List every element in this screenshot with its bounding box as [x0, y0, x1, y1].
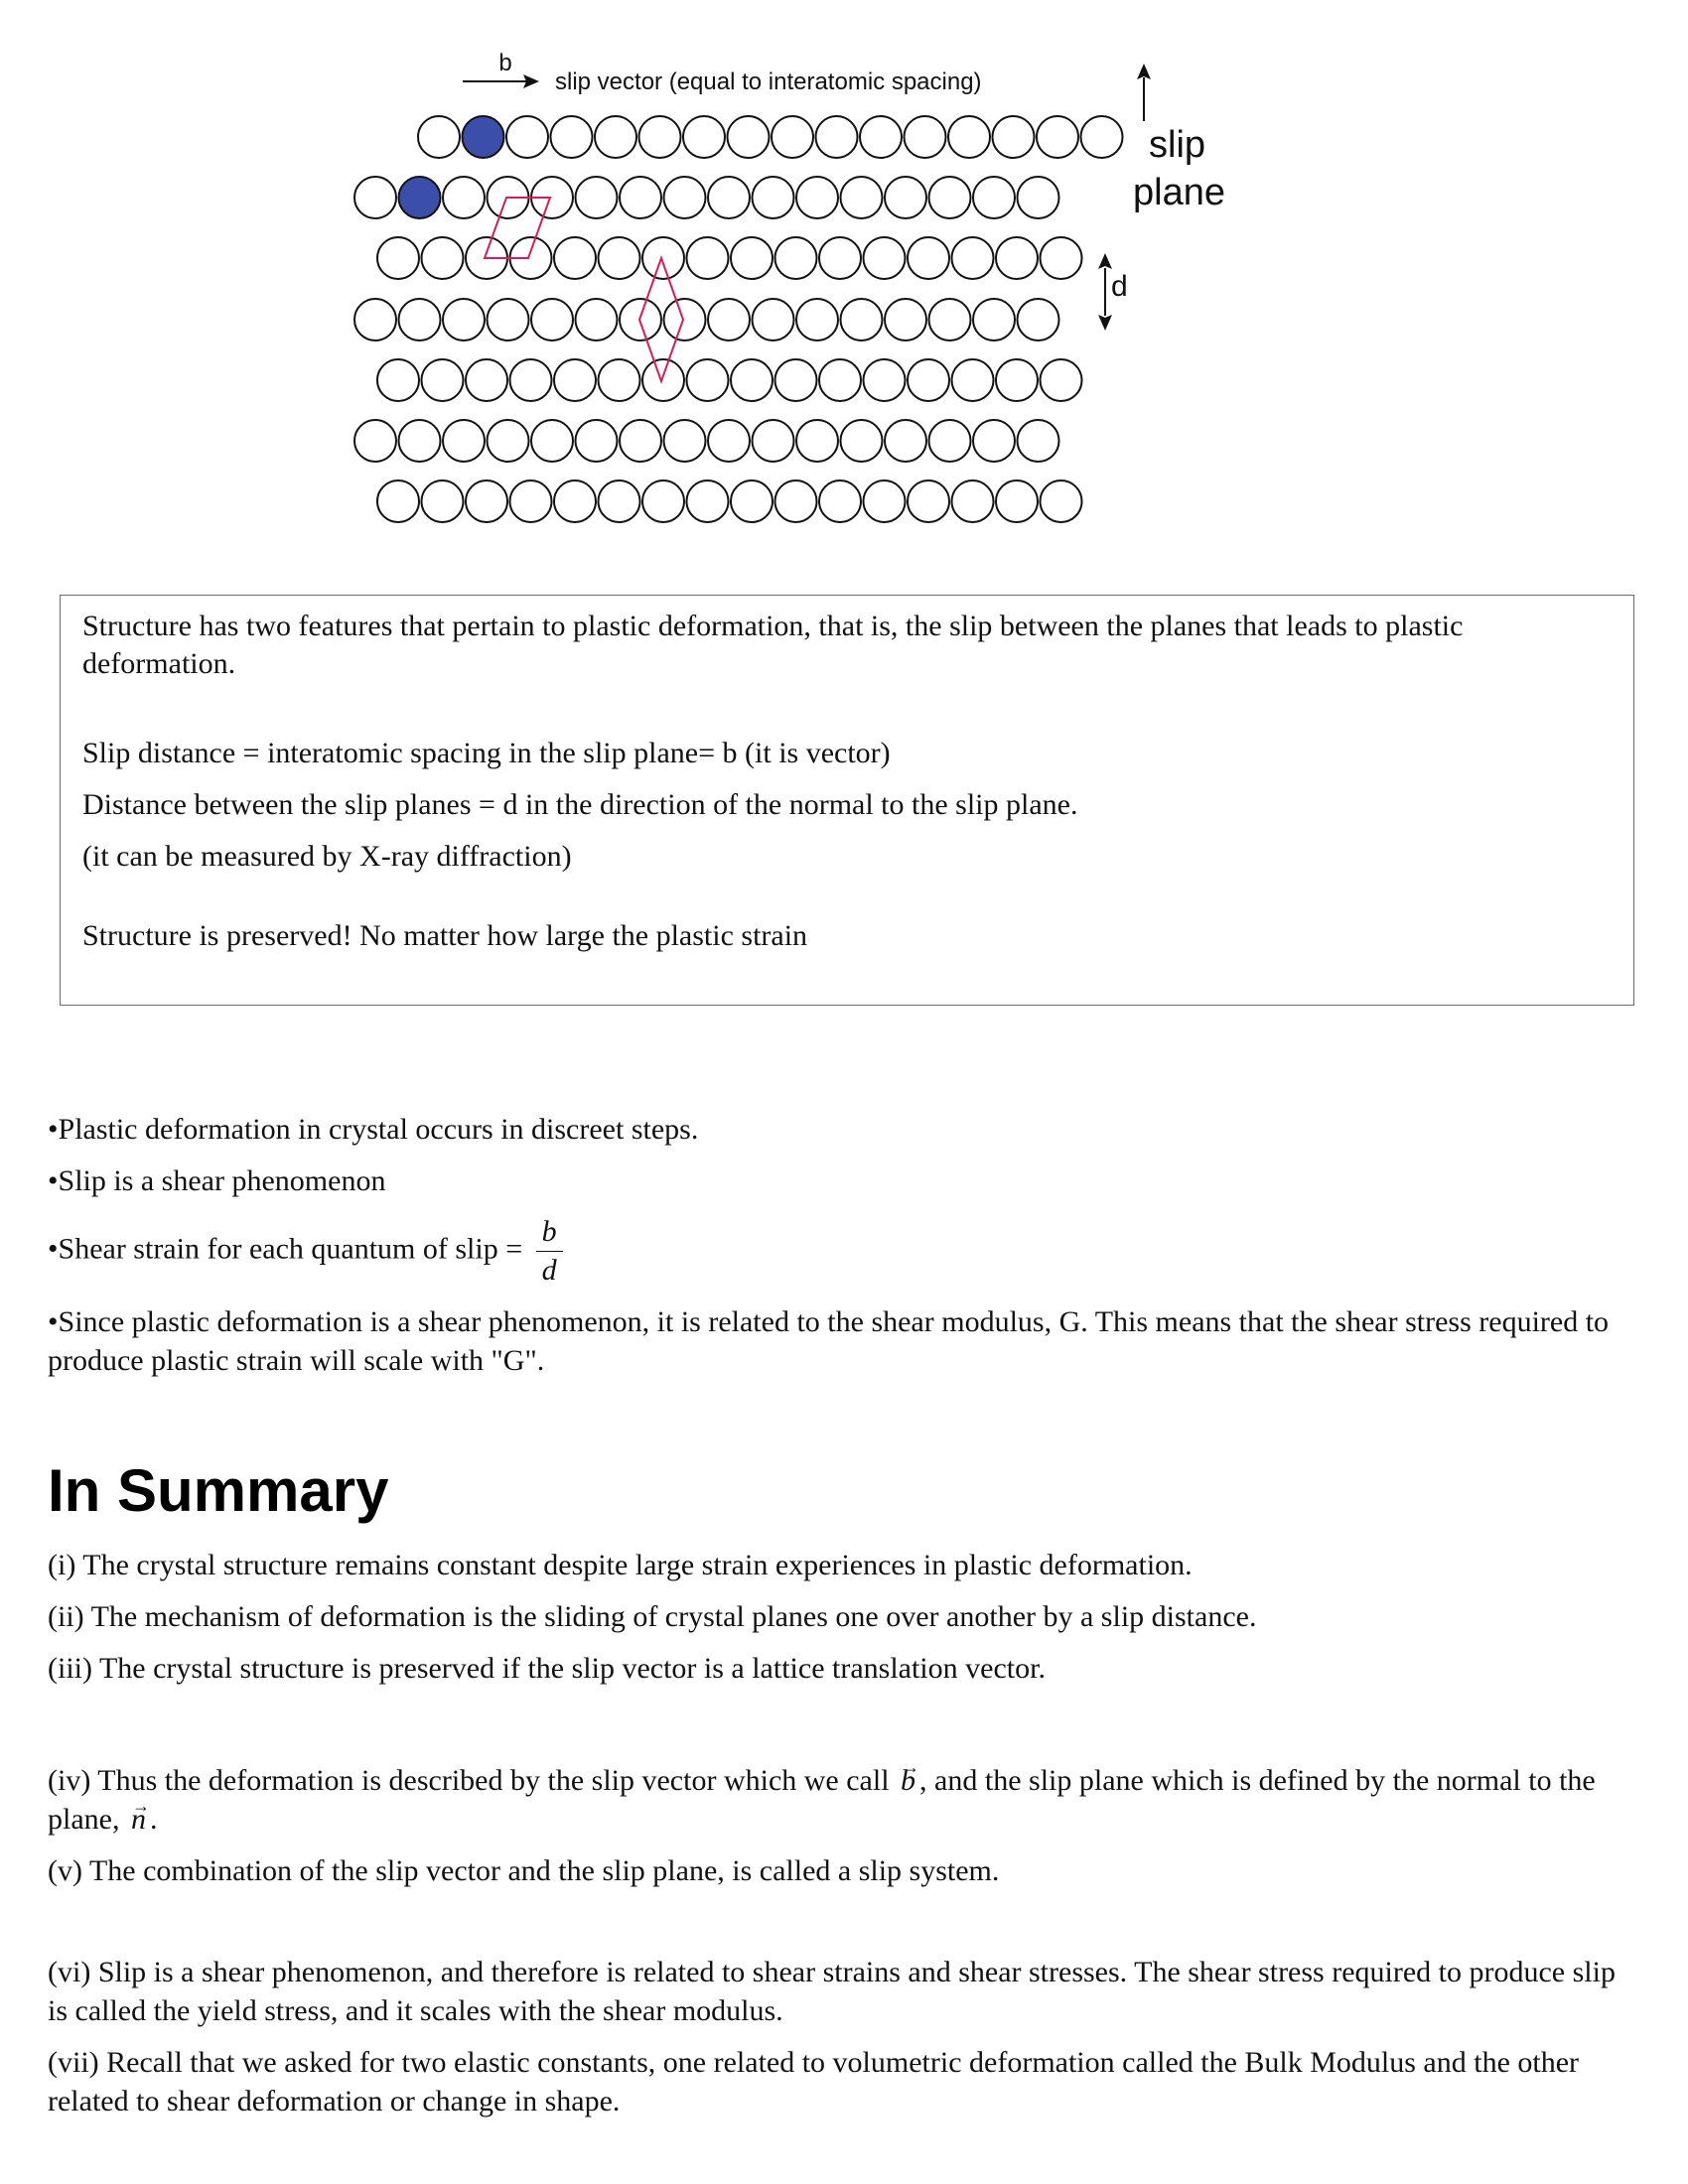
atom: [929, 299, 971, 341]
atom: [576, 177, 618, 218]
atom: [422, 480, 464, 522]
atom: [443, 177, 485, 218]
atom: [819, 237, 861, 279]
atom-lattice: [354, 116, 1123, 522]
info-box: [60, 595, 1634, 1006]
summary-item-iii: (iii) The crystal structure is preserved if the slip vector is a lattice translation vector.: [48, 1652, 1046, 1685]
atom: [908, 359, 949, 401]
atom: [639, 116, 681, 158]
atom: [864, 237, 906, 279]
atom: [488, 420, 529, 462]
info-line-1: Structure has two features that pertain to plastic deformation, that is, the slip between the planes that leads to plastic deformation.: [82, 610, 1464, 680]
atom: [554, 480, 596, 522]
atom: [664, 420, 706, 462]
atom: [488, 299, 529, 341]
atom: [948, 116, 990, 158]
atom: [753, 299, 794, 341]
summary-iv-text-a: (iv) Thus the deformation is described by the slip vector which we call: [48, 1764, 890, 1797]
atom: [819, 480, 861, 522]
atom: [510, 359, 552, 401]
atom: [708, 299, 750, 341]
summary-item-v: (v) The combination of the slip vector and the slip plane, is called a slip system.: [48, 1854, 1000, 1887]
atom: [708, 177, 750, 218]
atom: [796, 299, 838, 341]
atom: [642, 480, 684, 522]
atom: [731, 480, 773, 522]
b-over-d-fraction: [536, 1213, 563, 1290]
summary-item-vii: (vii) Recall that we asked for two elastic constants, one related to volumetric deformation called the Bulk Modulus and the other related to shear deformation or change in shape.: [48, 2046, 1580, 2117]
info-line-3: Distance between the slip planes = d in the direction of the normal to the slip plane.: [82, 788, 1078, 821]
atom: [996, 480, 1038, 522]
atom: [1041, 480, 1082, 522]
atom: [422, 359, 464, 401]
atom: [929, 420, 971, 462]
atom: [531, 299, 573, 341]
atom: [551, 116, 593, 158]
atom: [531, 420, 573, 462]
summary-block-1: [48, 1546, 1636, 1701]
summary-item-ii: (ii) The mechanism of deformation is the sliding of crystal planes one over another by a slip distance.: [48, 1600, 1257, 1633]
n-vector-symbol: → n: [127, 1803, 150, 1836]
atom: [599, 480, 640, 522]
marked-atom: [463, 116, 504, 158]
summary-item-vi: (vi) Slip is a shear phenomenon, and therefore is related to shear strains and shear stresses. The shear stress required to produce slip is called the yield stress, and it scales with the shear modulus.: [48, 1956, 1616, 2027]
slip-plane-arrow-head: [1137, 64, 1151, 79]
atom: [1081, 116, 1123, 158]
atom: [708, 420, 750, 462]
slip-vector-caption: slip vector (equal to interatomic spacing): [555, 68, 982, 95]
atom: [885, 420, 926, 462]
atom: [554, 237, 596, 279]
atom: [952, 359, 994, 401]
atom: [642, 359, 684, 401]
atom: [506, 116, 548, 158]
info-line-5: Structure is preserved! No matter how large the plastic strain: [82, 919, 808, 952]
atom: [993, 116, 1035, 158]
atom: [354, 420, 396, 462]
atom: [576, 420, 618, 462]
atom: [816, 116, 858, 158]
fraction-denominator: d: [541, 1254, 557, 1287]
atom: [642, 237, 684, 279]
summary-block-3: [48, 1953, 1636, 2133]
atom: [599, 359, 640, 401]
atom: [1041, 359, 1082, 401]
summary-block-2: [48, 1761, 1636, 1903]
atom: [399, 420, 441, 462]
atom: [576, 299, 618, 341]
atom: [885, 177, 926, 218]
atom: [841, 299, 883, 341]
atom: [841, 420, 883, 462]
atom: [775, 237, 817, 279]
atom: [841, 177, 883, 218]
atom: [418, 116, 460, 158]
atom: [775, 480, 817, 522]
atom: [908, 237, 949, 279]
atom: [860, 116, 902, 158]
atom: [422, 237, 464, 279]
atom: [466, 359, 507, 401]
summary-item-iv: [48, 1761, 1636, 1839]
atom: [753, 420, 794, 462]
atom: [687, 480, 729, 522]
atom: [952, 480, 994, 522]
atom: [664, 299, 706, 341]
bullet-discreet-steps: •Plastic deformation in crystal occurs in discreet steps.: [48, 1113, 699, 1146]
slip-plane-label-line2: plane: [1133, 172, 1225, 213]
info-line-4: (it can be measured by X-ray diffraction): [82, 840, 572, 873]
summary-iv-text-d: .: [149, 1803, 158, 1836]
atom: [1018, 177, 1059, 218]
atom: [1018, 299, 1059, 341]
atom: [554, 359, 596, 401]
bullet-shear-modulus: •Since plastic deformation is a shear phenomenon, it is related to the shear modulus, G. This means that the shear stress required to produce plastic strain will scale with "G".: [48, 1305, 1610, 1377]
atom: [377, 237, 419, 279]
atom: [973, 299, 1015, 341]
atom: [399, 299, 441, 341]
atom: [796, 177, 838, 218]
atom: [952, 237, 994, 279]
atom: [772, 116, 813, 158]
d-arrow-head-down: [1098, 315, 1112, 331]
atom: [1041, 237, 1082, 279]
atom: [728, 116, 770, 158]
atom: [620, 177, 661, 218]
atom: [1037, 116, 1078, 158]
atom: [996, 237, 1038, 279]
atom: [595, 116, 636, 158]
atom: [687, 237, 729, 279]
atom: [354, 177, 396, 218]
fraction-numerator: b: [536, 1213, 563, 1252]
d-label: d: [1111, 270, 1128, 303]
atom: [664, 177, 706, 218]
atom: [996, 359, 1038, 401]
summary-item-i: (i) The crystal structure remains constant despite large strain experiences in plastic deformation.: [48, 1549, 1193, 1581]
atom: [599, 237, 640, 279]
b-label: b: [498, 50, 512, 76]
atom: [443, 420, 485, 462]
atom: [683, 116, 725, 158]
atom: [443, 299, 485, 341]
atom: [354, 299, 396, 341]
atom: [687, 359, 729, 401]
atom: [864, 480, 906, 522]
atom: [775, 359, 817, 401]
atom: [377, 359, 419, 401]
atom: [753, 177, 794, 218]
bullet-shear-strain-text: •Shear strain for each quantum of slip =: [48, 1232, 523, 1266]
atom: [905, 116, 946, 158]
bullet-shear-strain: [48, 1213, 1636, 1290]
slip-plane-figure: [0, 0, 1688, 556]
bullet-list: [48, 1110, 1636, 1393]
bullet-shear-phenomenon: •Slip is a shear phenomenon: [48, 1164, 386, 1197]
atom: [929, 177, 971, 218]
atom: [908, 480, 949, 522]
atom: [731, 359, 773, 401]
atom: [796, 420, 838, 462]
slip-plane-label-line1: slip: [1149, 124, 1206, 166]
atom: [377, 480, 419, 522]
atom: [620, 420, 661, 462]
atom: [731, 237, 773, 279]
atom: [1018, 420, 1059, 462]
marked-atom: [399, 177, 441, 218]
atom: [973, 177, 1015, 218]
atom: [466, 480, 507, 522]
b-vector-symbol: → b: [897, 1764, 919, 1797]
atom: [864, 359, 906, 401]
summary-heading: In Summary: [48, 1457, 389, 1524]
atom: [819, 359, 861, 401]
atom: [885, 299, 926, 341]
info-line-2: Slip distance = interatomic spacing in the slip plane= b (it is vector): [82, 737, 891, 769]
atom: [973, 420, 1015, 462]
atom: [510, 480, 552, 522]
summary-iv-text-c: , and the slip plane which is defined by the normal to the plane,: [48, 1764, 1596, 1836]
d-arrow-head-up: [1098, 253, 1112, 269]
